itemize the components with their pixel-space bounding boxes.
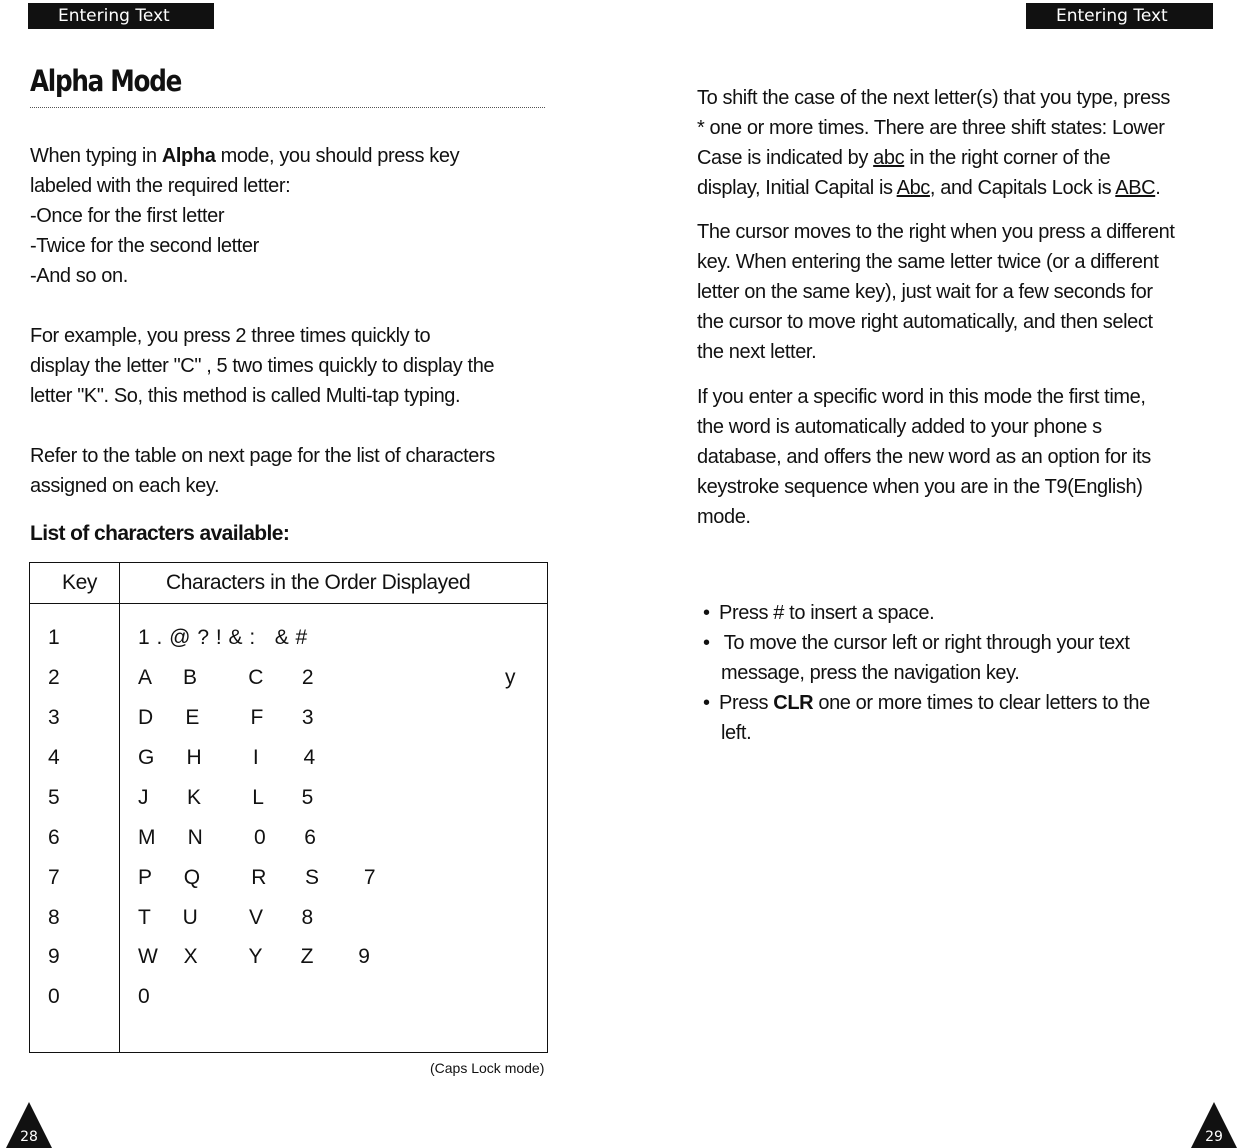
bullet-icon: •: [703, 692, 710, 714]
column-header-key: Key: [30, 563, 120, 604]
chars-text: 1 . @ ? ! & : & #: [138, 626, 308, 650]
bullet-text: Press # to insert a space.: [719, 602, 935, 624]
table-spacer-row: [30, 1017, 548, 1052]
list-item: [703, 688, 1150, 748]
page-number-right: [1191, 1102, 1237, 1148]
title-divider: [30, 107, 545, 108]
intro-line: -And so on.: [30, 265, 128, 287]
example-line: For example, you press 2 three times quickly to: [30, 325, 431, 347]
bullet-text: Press: [719, 692, 774, 714]
table-row: [30, 698, 548, 738]
table-header-row: [30, 563, 548, 604]
header-tab-right: Entering Text: [1026, 3, 1213, 29]
table-row: [30, 778, 548, 818]
table-row: [30, 898, 548, 938]
chars-text: P Q R S 7: [138, 865, 377, 889]
refer-paragraph: [30, 441, 495, 501]
word-line: If you enter a specific word in this mode the first time,: [697, 386, 1146, 408]
word-line: the word is automatically added to your phone s: [697, 416, 1102, 438]
chars-text: J K L 5: [138, 785, 314, 809]
cursor-line: the cursor to move right automatically, and then select: [697, 311, 1153, 333]
list-heading: List of characters available:: [30, 522, 290, 545]
cursor-line: letter on the same key), just wait for a few seconds for: [697, 281, 1153, 303]
intro-text: mode, you should press key: [215, 145, 460, 167]
bullet-icon: •: [703, 632, 710, 654]
chars-cell: [120, 977, 548, 1017]
shift-state-initial: Abc: [896, 177, 930, 199]
key-cell: 8: [30, 898, 120, 938]
key-cell: 2: [30, 658, 120, 698]
key-cell-empty: [30, 1017, 120, 1052]
chars-text: A B C 2: [138, 666, 315, 690]
table-row: [30, 977, 548, 1017]
chars-text: W X Y Z 9: [138, 945, 371, 969]
column-header-characters: Characters in the Order Displayed: [120, 563, 548, 604]
shift-text: display, Initial Capital is: [697, 177, 897, 199]
cursor-paragraph: [697, 217, 1174, 367]
shift-line: To shift the case of the next letter(s) that you type, press: [697, 87, 1170, 109]
bullet-text-cont: message, press the navigation key.: [721, 662, 1020, 684]
table-caption: (Caps Lock mode): [430, 1060, 545, 1076]
refer-line: Refer to the table on next page for the list of characters: [30, 445, 495, 467]
intro-line: -Once for the first letter: [30, 205, 225, 227]
example-paragraph: [30, 321, 494, 411]
list-item: [703, 628, 1150, 688]
page-title: Alpha Mode: [30, 64, 182, 98]
shift-text: in the right corner of the: [904, 147, 1111, 169]
chars-text: 0: [138, 985, 151, 1009]
key-cell: 9: [30, 938, 120, 978]
chars-cell: [120, 858, 548, 898]
page-number-left: [6, 1102, 52, 1148]
chars-cell-empty: [120, 1017, 548, 1052]
table-row: [30, 604, 548, 659]
chars-cell: [120, 818, 548, 858]
table-row: [30, 658, 548, 698]
example-line: display the letter "C" , 5 two times quickly to display the: [30, 355, 495, 377]
chars-text: D E F 3: [138, 706, 315, 730]
word-paragraph: [697, 382, 1151, 532]
key-cell: 0: [30, 977, 120, 1017]
chars-text: M N 0 6: [138, 825, 317, 849]
word-line: keystroke sequence when you are in the T9(English): [697, 476, 1143, 498]
intro-text: When typing in: [30, 145, 162, 167]
key-cell: 3: [30, 698, 120, 738]
cursor-line: the next letter.: [697, 341, 817, 363]
characters-table: [29, 562, 548, 1053]
key-cell: 4: [30, 738, 120, 778]
chars-cell: [120, 738, 548, 778]
page-number-text: 29: [1205, 1129, 1223, 1145]
table-row: [30, 818, 548, 858]
header-tab-left: Entering Text: [28, 3, 214, 29]
chars-text: G H I 4: [138, 745, 316, 769]
shift-state-caps: ABC: [1115, 177, 1156, 199]
bullet-icon: •: [703, 602, 710, 624]
list-item: [703, 598, 1150, 628]
clr-key-label: CLR: [773, 692, 814, 714]
word-line: database, and offers the new word as an option for its: [697, 446, 1151, 468]
key-cell: 5: [30, 778, 120, 818]
shift-text: , and Capitals Lock is: [929, 177, 1116, 199]
chars-text: T U V 8: [138, 905, 314, 929]
key-cell: 7: [30, 858, 120, 898]
chars-cell: [120, 938, 548, 978]
chars-cell: [120, 698, 548, 738]
key-cell: 1: [30, 604, 120, 659]
shift-line: * one or more times. There are three shift states: Lower: [697, 117, 1165, 139]
bullet-text-cont: left.: [721, 722, 752, 744]
shift-text: .: [1155, 177, 1161, 199]
chars-extra-y: y: [505, 666, 516, 690]
chars-cell: [120, 658, 548, 698]
page-number-text: 28: [20, 1129, 38, 1145]
shift-text: Case is indicated by: [697, 147, 874, 169]
cursor-line: key. When entering the same letter twice (or a different: [697, 251, 1159, 273]
intro-line: labeled with the required letter:: [30, 175, 291, 197]
chars-cell: [120, 898, 548, 938]
shift-state-lower: abc: [873, 147, 905, 169]
intro-paragraph: [30, 141, 459, 291]
bullet-text: To move the cursor left or right through your text: [723, 632, 1130, 654]
intro-bold-alpha: Alpha: [161, 145, 216, 167]
tips-list: [703, 598, 1150, 748]
refer-line: assigned on each key.: [30, 475, 220, 497]
chars-cell: [120, 778, 548, 818]
example-line: letter "K". So, this method is called Multi-tap typing.: [30, 385, 461, 407]
shift-paragraph: [697, 83, 1170, 203]
chars-cell: [120, 604, 548, 659]
key-cell: 6: [30, 818, 120, 858]
intro-line: -Twice for the second letter: [30, 235, 259, 257]
cursor-line: The cursor moves to the right when you press a different: [697, 221, 1175, 243]
word-line: mode.: [697, 506, 751, 528]
bullet-text: one or more times to clear letters to the: [813, 692, 1150, 714]
table-row: [30, 738, 548, 778]
table-row: [30, 858, 548, 898]
table-row: [30, 938, 548, 978]
